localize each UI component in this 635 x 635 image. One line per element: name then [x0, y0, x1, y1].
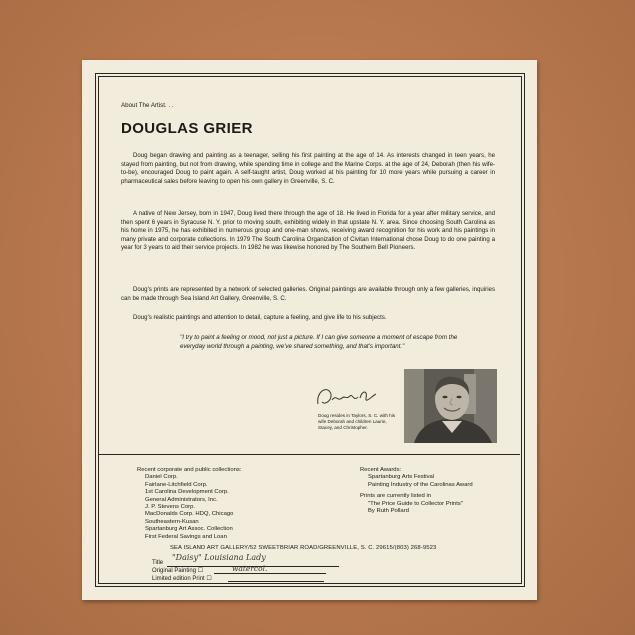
about-label: About The Artist. . . [121, 102, 174, 109]
original-handwriting: watercol. [232, 564, 268, 573]
photo-caption: Doug resides in Taylors, S. C. with his wife Deborah and children Laurie, Stacey, and Christopher. [318, 413, 396, 430]
bio-paragraph-1: Doug began drawing and painting as a teenager, selling his first painting at the age of 14. As interests changed in teen years, he stayed from painting, but not from drawing, while spending time in college and the Marine Corps. at the age of 24, Deborah (then his wife-to-be), encouraged Doug to paint again. A self-taught artist, Doug worked at his painting for 10 more years while pursuing a career in pharmaceutical sales before leaving to open his own gallery in Greenville, S. C. [121, 152, 495, 185]
collection-item: First Federal Savings and Loan [145, 533, 227, 540]
bio-paragraph-4: Doug's realistic paintings and attention to detail, capture a feeling, and give life to his subjects. [133, 314, 387, 321]
original-painting-label: Original Painting ☐ [152, 568, 204, 574]
collection-item: MacDonalds Corp. HDQ, Chicago [145, 511, 234, 518]
award-item: Spartanburg Arts Festival [368, 474, 435, 481]
gallery-address: SEA ISLAND ART GALLERY/52 SWEETBRIAR ROAD/GREENVILLE, S. C. 29615/(803) 268-9523 [170, 545, 437, 551]
collections-list [137, 467, 241, 541]
artist-photo [404, 369, 497, 443]
title-handwriting: "Daisy" Louisiana Lady [172, 553, 266, 562]
collection-item: J. P. Stevens Corp. [145, 504, 195, 511]
awards-heading: Recent Awards: [360, 467, 402, 473]
collection-item: Daniel Corp. [145, 474, 178, 481]
collection-item: General Administrators, Inc. [145, 496, 218, 503]
collection-item: Southeastern-Kusan [145, 518, 199, 525]
collections-heading: Recent corporate and public collections: [137, 467, 242, 473]
award-item: Painting Industry of the Carolinas Award [368, 481, 473, 488]
original-line [214, 573, 326, 574]
limited-line [228, 581, 324, 582]
bio-paragraph-2: A native of New Jersey, born in 1947, Doug lived there through the age of 18. He lived in Florida for a year after military service, and then spent 6 years in Syracuse N. Y. prior to moving south, exhibiting widely in that upstate N. Y. area. Since choosing South Carolina as his home in 1975, he has exhibited in numerous group and one-man shows, receiving award recognition for his work and his paintings in many private and corporate collections. In 1979 The South Carolina Organization of Civitan International chose Doug to do one painting a year for 3 years to aid their service projects. In 1982 he was likewise honored by The Southern Bell Pioneers. [121, 210, 495, 252]
bio-paragraph-3: Doug's prints are represented by a network of selected galleries. Original paintings are available through only a few galleries, inquiries can be made through Sea Island Art Gallery, Greenville, S. C. [121, 286, 495, 302]
prints-item: "The Price Guide to Collector Prints" [368, 500, 463, 507]
prints-item: By Ruth Pollard [368, 508, 409, 515]
awards-list [360, 467, 473, 515]
collection-item: Fairlane-Litchfield Corp. [145, 481, 208, 488]
signature [312, 378, 382, 412]
section-divider [98, 454, 520, 455]
collection-item: Spartanburg Art Assoc. Collection [145, 526, 233, 533]
title-label: Title [152, 560, 164, 566]
prints-heading: Prints are currently listed in [360, 493, 432, 500]
artist-name: DOUGLAS GRIER [121, 120, 253, 137]
artist-quote: "I try to paint a feeling or mood, not just a picture. If I can give someone a moment of escape from the everyday world through a painting, we've shared something, and that's important." [180, 334, 458, 350]
limited-edition-label: Limited edition Print ☐ [152, 576, 212, 582]
collection-item: 1st Carolina Development Corp. [145, 489, 229, 496]
